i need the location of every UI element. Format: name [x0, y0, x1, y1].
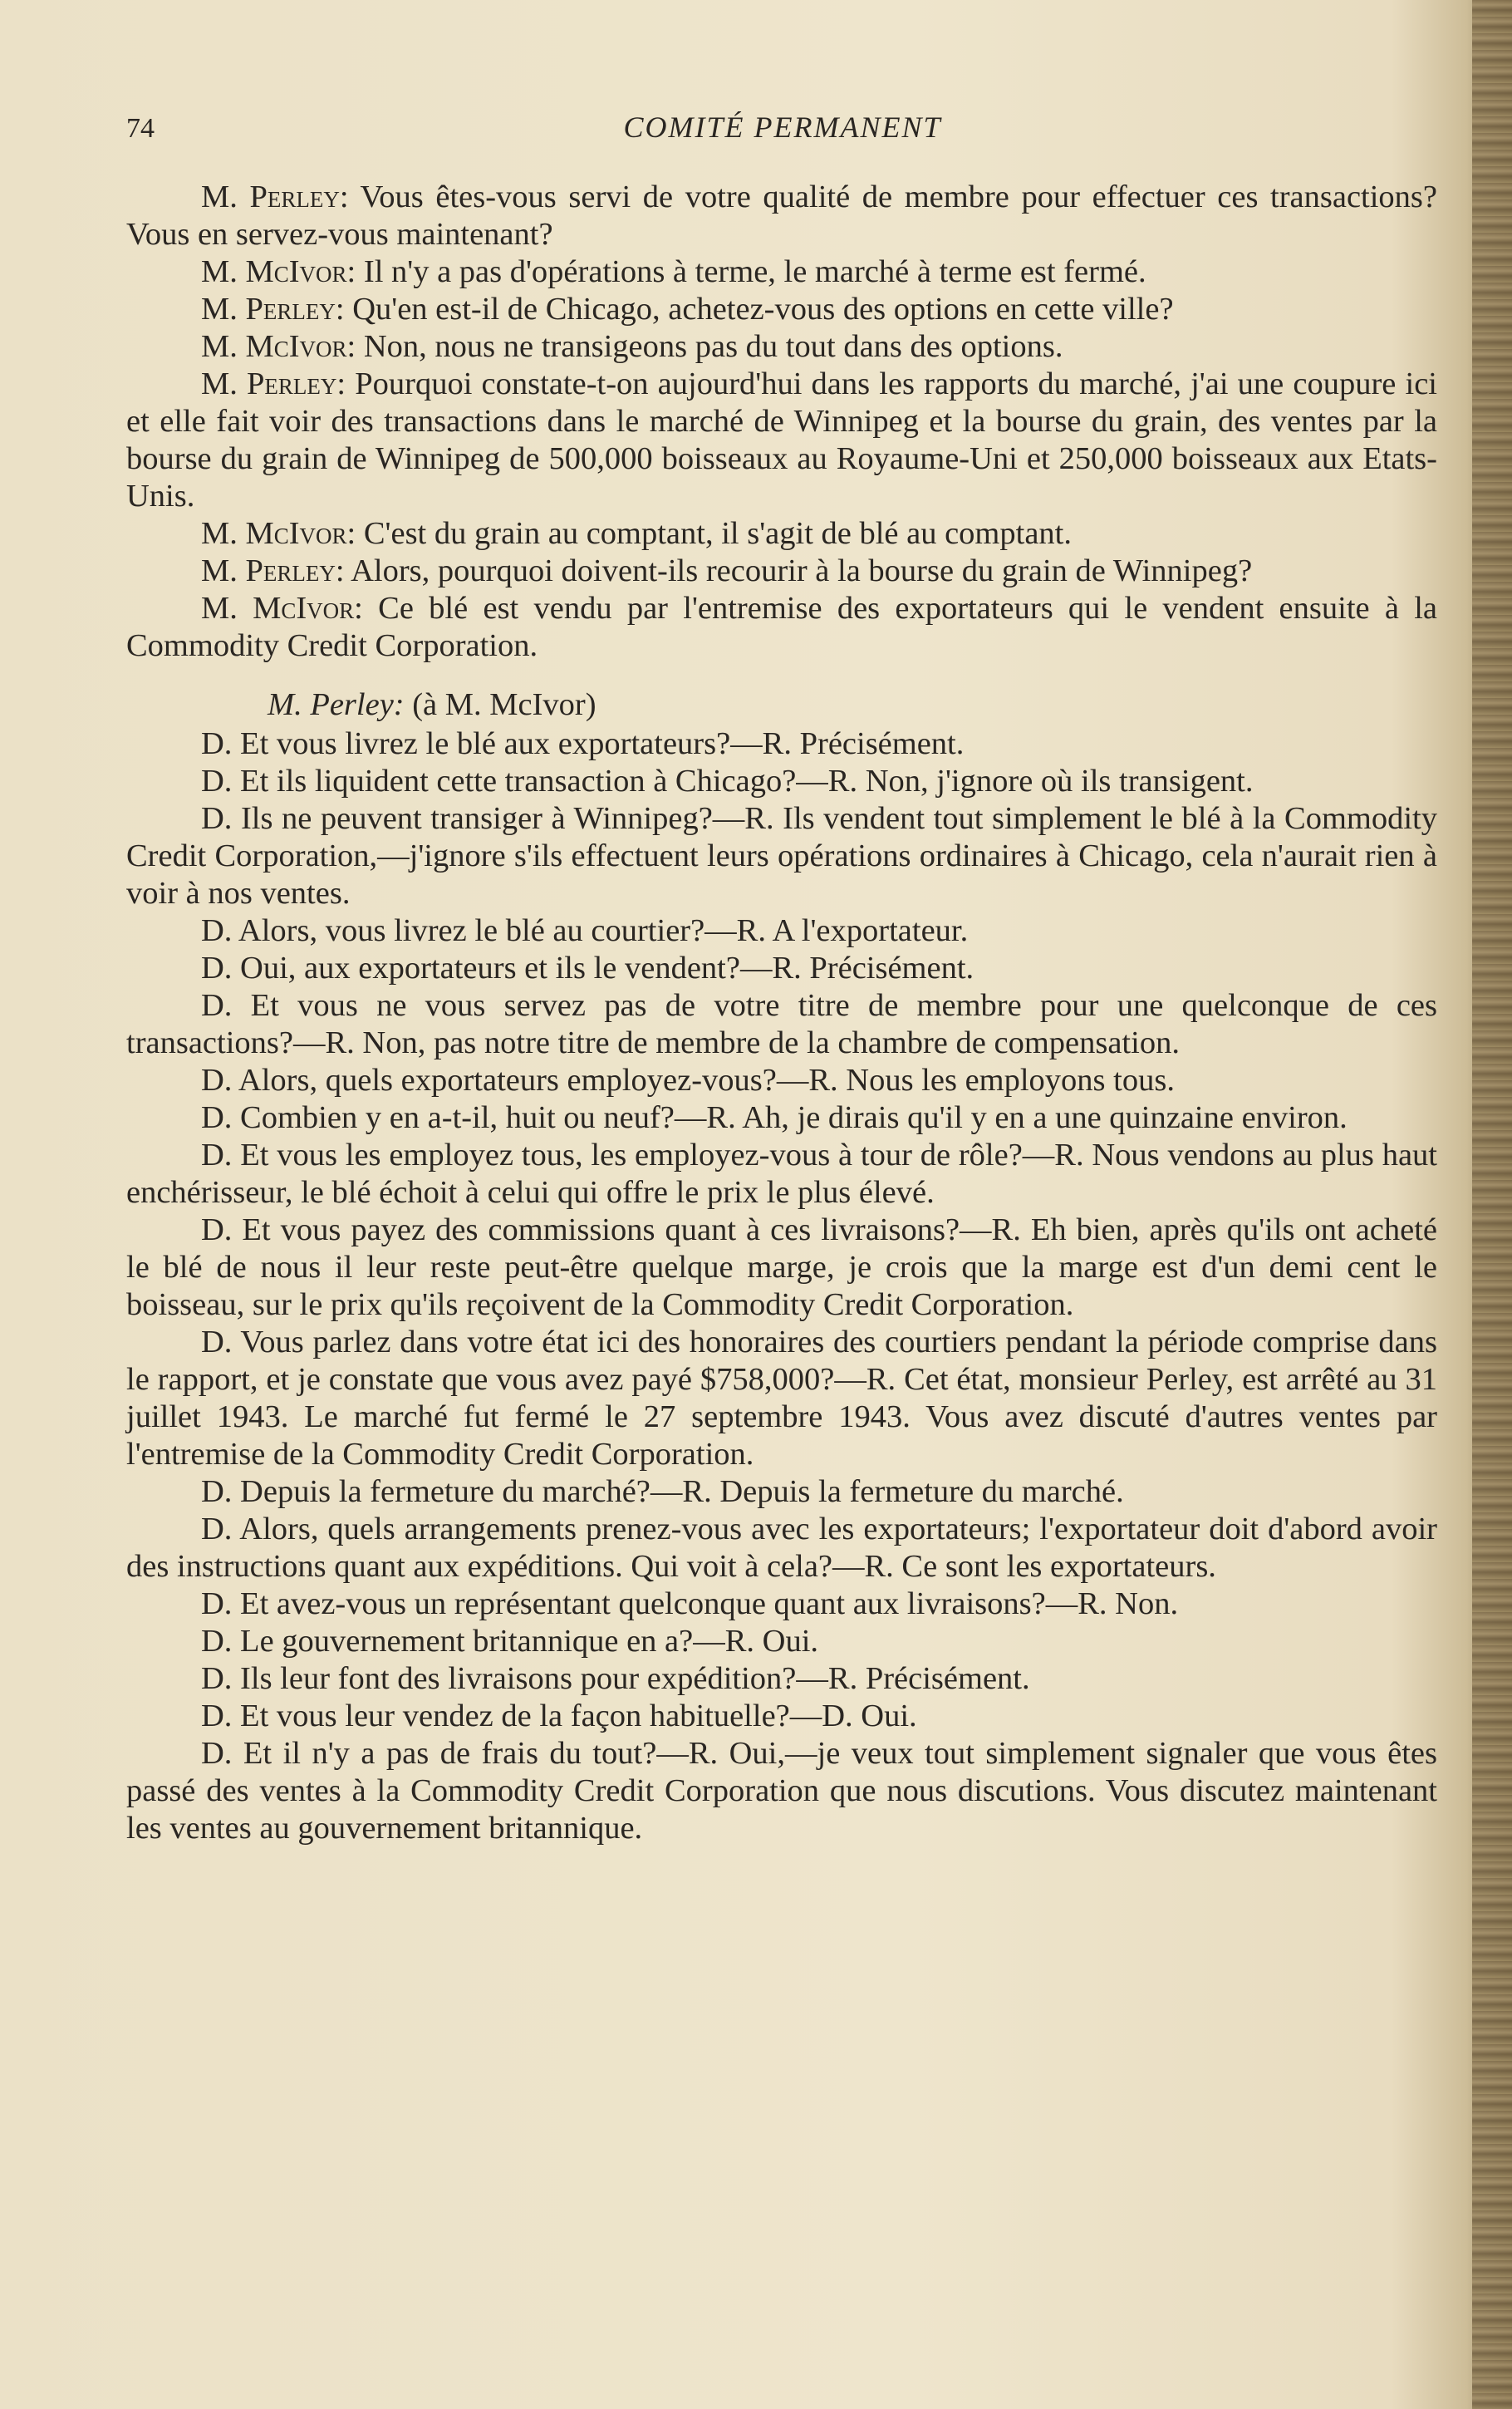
- qa-item: D. Combien y en a-t-il, huit ou neuf?—R. Ah, je dirais qu'il y en a une quinzaine environ.: [201, 1100, 1348, 1135]
- paragraph: [126, 328, 1437, 366]
- speech: Non, nous ne transigeons pas du tout dans des options.: [363, 329, 1063, 364]
- qa-item: D. Et ils liquident cette transaction à Chicago?—R. Non, j'ignore où ils transigent.: [201, 764, 1254, 799]
- qa-item: D. Le gouvernement britannique en a?—R. Oui.: [201, 1624, 819, 1659]
- speech: Il n'y a pas d'opérations à terme, le marché à terme est fermé.: [363, 254, 1146, 289]
- qa-item: D. Oui, aux exportateurs et ils le vendent?—R. Précisément.: [201, 951, 974, 986]
- speech: Alors, pourquoi doivent-ils recourir à la bourse du grain de Winnipeg?: [351, 553, 1253, 588]
- page-number: 74: [126, 113, 155, 144]
- speaker: M. McIvor:: [201, 254, 356, 289]
- page-header: [126, 106, 1439, 156]
- paragraph: [126, 366, 1437, 515]
- qa-item: D. Alors, quels exportateurs employez-vous?—R. Nous les employons tous.: [201, 1063, 1175, 1098]
- running-title: COMITÉ PERMANENT: [623, 111, 942, 144]
- speaker: M. Perley:: [201, 553, 345, 588]
- paragraph: [126, 553, 1437, 590]
- qa-item: D. Depuis la fermeture du marché?—R. Depuis la fermeture du marché.: [201, 1474, 1124, 1509]
- paragraph: [126, 291, 1437, 328]
- qa-item: D. Vous parlez dans votre état ici des honoraires des courtiers pendant la période comprise dans le rapport, et je constate que vous avez payé $758,000?—R. Cet état, monsieur Perley, est arrêté au 31 juillet 1943. Le marché fut fermé le 27 septembre 1943. Vous avez discuté d'autres ventes par l'entremise de la Commodity Credit Corporation.: [126, 1325, 1437, 1472]
- section-heading: [126, 686, 1437, 724]
- speaker: M. Perley:: [201, 179, 349, 214]
- qa-item: D. Alors, vous livrez le blé au courtier?—R. A l'exportateur.: [201, 913, 969, 948]
- heading-note: (à M. McIvor): [412, 687, 596, 722]
- qa-item: D. Et avez-vous un représentant quelconque quant aux livraisons?—R. Non.: [201, 1586, 1179, 1621]
- speaker: M. McIvor:: [201, 591, 363, 626]
- qa-item: D. Et vous payez des commissions quant à ces livraisons?—R. Eh bien, après qu'ils ont acheté le blé de nous il leur reste peut-être quelque marge, je crois que la marge est d'un demi cent le boisseau, sur le prix qu'ils reçoivent de la Commodity Credit Corporation.: [126, 1212, 1437, 1322]
- speech: Vous êtes-vous servi de votre qualité de membre pour effectuer ces transactions? Vous en servez-vous maintenant?: [126, 179, 1437, 252]
- speech: Pourquoi constate-t-on aujourd'hui dans les rapports du marché, j'ai une coupure ici et elle fait voir des transactions dans le marché de Winnipeg et la bourse du grain, des ventes par la bourse du grain de Winnipeg de 500,000 boisseaux au Royaume-Uni et 250,000 boisseaux aux Etats-Unis.: [126, 366, 1437, 514]
- page-edge: [1472, 0, 1512, 2409]
- speaker: M. Perley:: [201, 292, 345, 327]
- speech: Ce blé est vendu par l'entremise des exportateurs qui le vendent ensuite à la Commodity Credit Corporation.: [126, 591, 1438, 663]
- speech: Qu'en est-il de Chicago, achetez-vous des options en cette ville?: [352, 292, 1174, 327]
- paragraph: [126, 179, 1437, 253]
- heading-speaker: M. Perley:: [268, 687, 405, 722]
- qa-item: D. Et il n'y a pas de frais du tout?—R. Oui,—je veux tout simplement signaler que vous êtes passé des ventes à la Commodity Credit Corporation que nous discutions. Vous discutez maintenant les ventes au gouvernement britannique.: [126, 1736, 1437, 1846]
- qa-item: D. Et vous leur vendez de la façon habituelle?—D. Oui.: [201, 1699, 917, 1733]
- speech: C'est du grain au comptant, il s'agit de blé au comptant.: [363, 516, 1072, 551]
- speaker: M. McIvor:: [201, 329, 356, 364]
- spacer: [126, 665, 1437, 686]
- qa-item: D. Et vous ne vous servez pas de votre titre de membre pour une quelconque de ces transactions?—R. Non, pas notre titre de membre de la chambre de compensation.: [126, 988, 1437, 1060]
- body-text: [126, 179, 1437, 1847]
- paragraph: [126, 590, 1437, 665]
- speaker: M. McIvor:: [201, 516, 356, 551]
- qa-item: D. Alors, quels arrangements prenez-vous avec les exportateurs; l'exportateur doit d'abord avoir des instructions quant aux expéditions. Qui voit à cela?—R. Ce sont les exportateurs.: [126, 1512, 1437, 1584]
- speaker: M. Perley:: [201, 366, 346, 401]
- qa-item: D. Ils ne peuvent transiger à Winnipeg?—R. Ils vendent tout simplement le blé à la Commodity Credit Corporation,—j'ignore s'ils effectuent leurs opérations ordinaires à Chicago, cela n'aurait rien à voir à nos ventes.: [126, 801, 1437, 911]
- qa-item: D. Et vous livrez le blé aux exportateurs?—R. Précisément.: [201, 726, 965, 761]
- paragraph: [126, 515, 1437, 553]
- qa-item: D. Et vous les employez tous, les employez-vous à tour de rôle?—R. Nous vendons au plus haut enchérisseur, le blé échoit à celui qui offre le prix le plus élevé.: [126, 1138, 1437, 1210]
- paragraph: [126, 253, 1437, 291]
- qa-item: D. Ils leur font des livraisons pour expédition?—R. Précisément.: [201, 1661, 1030, 1696]
